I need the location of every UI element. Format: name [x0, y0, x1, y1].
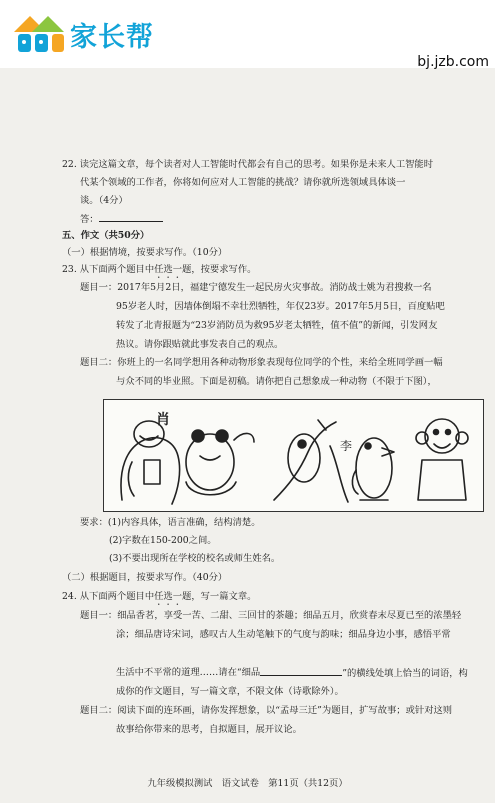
house-logo-icon: [12, 12, 68, 56]
q24-t1-line: 成你的作文题目，写一篇文章，不限文体（诗歌除外）。: [116, 686, 344, 697]
q24-t1-line: 题目一：细品香茗，享受一苦、二甜、三回甘的茶趣；细品五月，欣赏春末尽夏已至的浓墨轻: [80, 610, 462, 621]
title-fill-blank: [260, 666, 342, 676]
q23-t1-line: 题目一：2017年5月2日，福建宁德发生一起民房火灾事故。消防战士姚为君搜救一名: [80, 282, 432, 293]
q24-intro-a: 24. 从下面两个题目中: [62, 591, 155, 602]
answer-blank: [99, 212, 163, 222]
q24-t1-fill: [260, 666, 468, 680]
section-title: 五、作文（共50分）: [62, 230, 150, 241]
q23-intro-a: 23. 从下面两个题目中: [62, 264, 155, 275]
q24-t2-line: 题目二：阅读下面的连环画，请你发挥想象，以“孟母三迁”为题目，扩写故事；或针对这则: [80, 705, 453, 716]
q23-intro: [62, 263, 256, 281]
q22-line: 22. 读完这篇文章，每个读者对人工智能时代都会有自己的思考。如果你是未来人工智能时: [62, 159, 434, 170]
q24-intro: [62, 590, 256, 608]
q24-intro-emphasis: 任选一: [154, 591, 183, 602]
q24-intro-b: 题，写一篇文章。: [182, 591, 257, 602]
q24-t1-line: 涂；细品唐诗宋词，感叹古人生动笔触下的气度与韵味；细品身边小事，感悟平常: [116, 629, 451, 640]
q23-intro-b: 题，按要求写作。: [182, 264, 257, 275]
part-title: （二）根据题目，按要求写作。（40分）: [62, 572, 228, 583]
req-line: (2)字数在150-200之间。: [109, 535, 217, 546]
req-line: (3)不要出现所在学校的校名或师生姓名。: [109, 553, 281, 564]
figure-label-xiao: 肖: [156, 412, 170, 428]
site-logo[interactable]: [12, 12, 154, 56]
q23-t1-line: 95岁老人时，因墙体倒塌不幸壮烈牺牲，年仅23岁。2017年5月5日，百度贴吧: [116, 301, 445, 312]
q23-t1-line: 热议。请你跟贴就此事发表自己的观点。: [116, 339, 284, 350]
figure-label-li: 李: [340, 439, 353, 453]
q23-t1-line: 转发了北青报题为“23岁消防员为救95岁老太牺牲，值不值”的新闻，引发网友: [116, 320, 438, 331]
animal-sketch-icon: [104, 400, 483, 511]
q24-t2-line: 故事给你带来的思考，自拟题目，展开议论。: [116, 724, 302, 735]
answer-label: 答：: [80, 214, 99, 225]
q22-line: 代某个领域的工作者，你将如何应对人工智能的挑战？请你就所选领域具体谈一: [80, 177, 406, 188]
animal-drawing-figure: [103, 399, 484, 512]
q22-answer: [80, 212, 163, 226]
q23-t2-line: 与众不同的毕业照。下面是初稿。请你把自己想象成一种动物（不限于下图），: [116, 376, 437, 387]
site-header: [0, 0, 495, 68]
q23-intro-emphasis: 任选一: [154, 264, 183, 275]
q24-t1-line-part: ”的横线处填上恰当的词语，构: [342, 668, 468, 679]
part-title: （一）根据情境，按要求写作。（10分）: [62, 247, 228, 258]
q23-t2-line: 题目二：你班上的一名同学想用各种动物形象表现每位同学的个性，来给全班同学画一幅: [80, 357, 443, 368]
req-line: 要求：(1)内容具体，语言准确，结构清楚。: [80, 517, 261, 528]
page-footer: 九年级模拟测试 语文试卷 第11页（共12页）: [147, 778, 348, 789]
q22-line: 谈。（4分）: [80, 195, 128, 206]
site-url[interactable]: bj.jzb.com: [417, 54, 489, 70]
logo-text: 家长帮: [70, 21, 154, 53]
q24-t1-line: 生活中不平常的道理……请在“细品: [116, 667, 261, 678]
